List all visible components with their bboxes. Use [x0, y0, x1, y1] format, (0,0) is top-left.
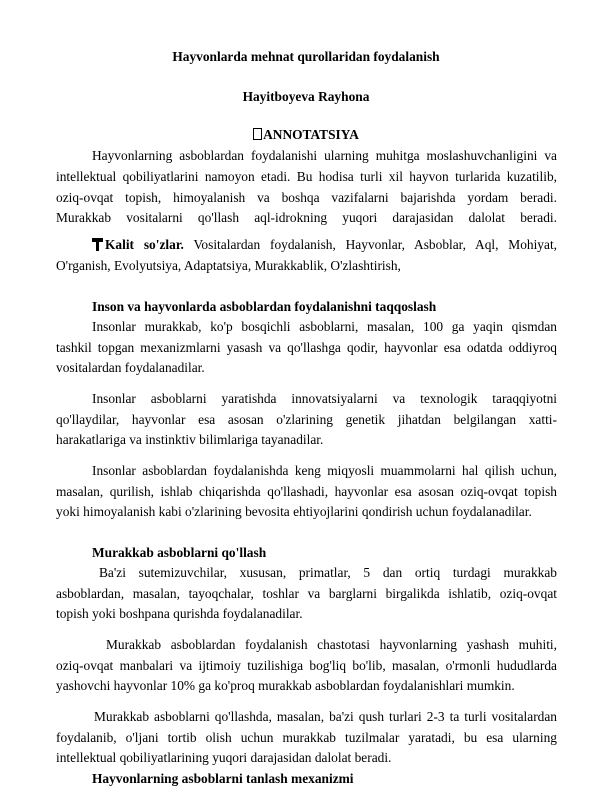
keywords-label: Kalit so'zlar. — [105, 237, 184, 252]
paragraph-line: yoki himoyalanish kabi o'zlarining bevosita ehtiyojlarini qondirish uchun foydalanadilar. — [56, 504, 532, 519]
paragraph-line: oziq-ovqat manbalari va ijtimoiy tuzilishiga bog'liq bo'lib, masalan, o'rmonli hududlarda — [56, 658, 557, 673]
paragraph-line: vositalardan foydalanadilar. — [56, 360, 205, 375]
paragraph-line: foydalanib, o'ljani tortib olish uchun murakkab tuzilmalar yaratadi, bu esa ularning — [56, 730, 557, 745]
paragraph-line: intellektual qobiliyatlarining yuqori darajasidan dalolat beradi. — [56, 750, 392, 765]
paper-title: Hayvonlarda mehnat qurollaridan foydalanish — [172, 49, 440, 64]
paragraph-line: masalan, qurilish, ishlab chiqarishda qo'llashadi, hayvonlar esa asosan oziq-ovqat topish — [56, 484, 557, 499]
missing-glyph-icon — [253, 128, 262, 140]
paragraph-line: asboblardan, masalan, tayoqchalar, toshlar va barglarni birgalikda ishlatib, oziq-ovqat — [56, 586, 557, 601]
paragraph-line: Insonlar asboblardan foydalanishda keng miqyosli muammolarni hal qilish uchun, — [92, 463, 557, 478]
paragraph-line: harakatlariga va instinktiv bilimlariga tayanadilar. — [56, 432, 324, 447]
section-heading: Hayvonlarning asboblarni tanlash mexanizmi — [92, 771, 354, 786]
keywords-list: Vositalardan foydalanish, Hayvonlar, Asboblar, Aql, Mohiyat, — [193, 237, 558, 252]
paragraph-line: tashkil topgan mexanizmlarni yasash va qo'llashga qodir, hayvonlar esa odatda oddiyroq — [56, 340, 557, 355]
keywords-line — [92, 235, 557, 256]
section-heading: Murakkab asboblarni qo'llash — [92, 545, 267, 560]
paragraph-line: qo'llaydilar, hayvonlar esa asosan o'zlarining genetik jihatdan belgilangan xatti- — [56, 412, 557, 427]
section-heading: Inson va hayvonlarda asboblardan foydalanishni taqqoslash — [92, 299, 437, 314]
paragraph-line: yashovchi hayvonlar 10% ga ko'proq murakkab asboblardan foydalanishlari mumkin. — [56, 678, 515, 693]
abstract-line: oziq-ovqat topish, himoyalanish va boshqa vazifalarni bajarishda yordam beradi. — [56, 190, 557, 205]
author-name: Hayitboyeva Rayhona — [242, 89, 370, 104]
paragraph-line: topish yoki boshpana qurishda foydalanadilar. — [56, 606, 303, 621]
abstract-heading-text: ANNOTATSIYA — [263, 127, 359, 142]
abstract-line: Murakkab vositalarni qo'llash aql-idrokning yuqori darajasidan dalolat beradi. — [56, 210, 557, 225]
paragraph-line: Insonlar murakkab, ko'p bosqichli asboblarni, masalan, 100 ga yaqin qismdan — [92, 319, 557, 334]
paragraph-line: Murakkab asboblarni qo'llashda, masalan, ba'zi qush turlari 2-3 ta turli vositalardan — [94, 709, 557, 724]
keywords-line: O'rganish, Evolyutsiya, Adaptatsiya, Murakkablik, O'zlashtirish, — [56, 258, 401, 273]
paragraph-line: Ba'zi sutemizuvchilar, xususan, primatlar, 5 dan ortiq turdagi murakkab — [99, 565, 557, 580]
abstract-line: intellektual qobiliyatlarini namoyon etadi. Bu hodisa turli xil hayvon turlarida kuzatilib, — [56, 169, 557, 184]
abstract-heading — [0, 125, 612, 146]
paragraph-line: Insonlar asboblarni yaratishda innovatsiyalarni va texnologik taraqqiyotni — [92, 391, 557, 406]
paragraph-line: Murakkab asboblardan foydalanish chastotasi hayvonlarning yashash muhiti, — [106, 637, 557, 652]
pin-icon — [92, 237, 103, 251]
abstract-line: Hayvonlarning asboblardan foydalanishi ularning muhitga moslashuvchanligini va — [92, 148, 557, 163]
